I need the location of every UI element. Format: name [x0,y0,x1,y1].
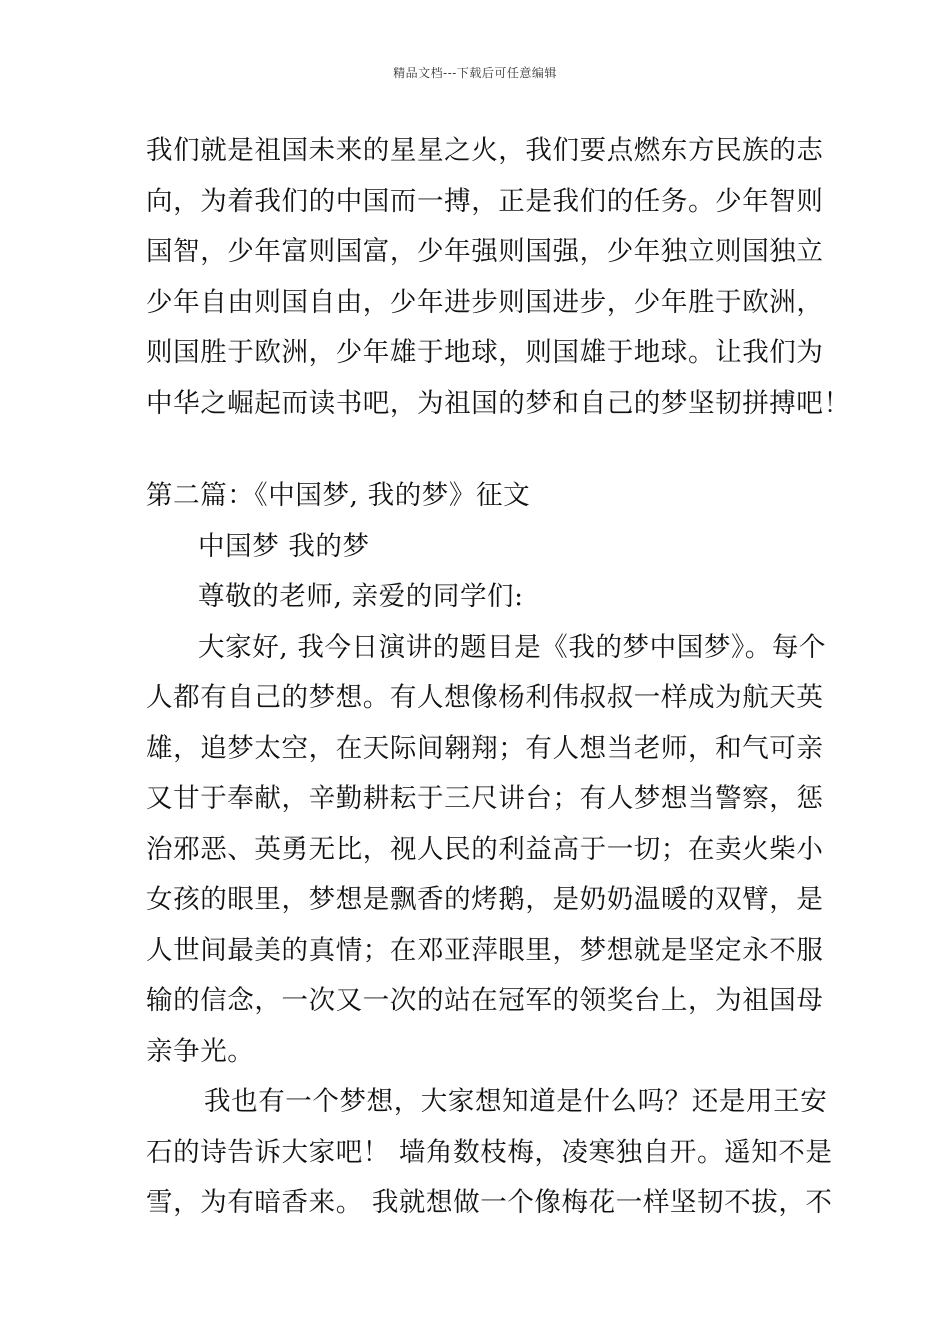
text-line: 大家好, 我今日演讲的题目是《我的梦中国梦》。每个 [198,631,827,663]
essay-subtitle: 中国梦 我的梦 [198,530,370,562]
text-line: 输的信念，一次又一次的站在冠军的领奖台上，为祖国母 [146,985,824,1016]
text-line: 女孩的眼里，梦想是飘香的烤鹅，是奶奶温暖的双臂，是 [146,884,824,915]
text-line: 向，为着我们的中国而一搏，正是我们的任务。少年智则 [146,185,824,217]
text-line: 治邪恶、英勇无比，视人民的利益高于一切；在卖火柴小 [146,833,824,865]
text-line: 又甘于奉献，辛勤耕耘于三尺讲台；有人梦想当警察，惩 [146,783,824,814]
text-line: 石的诗告诉大家吧！ 墙角数枝梅，凌寒独自开。遥知不是 [146,1136,833,1168]
section-heading: 第二篇：《中国梦, 我的梦》征文 [146,480,531,511]
text-line: 少年自由则国自由，少年进步则国进步，少年胜于欧洲， [146,286,824,318]
text-line: 亲争光。 [146,1035,255,1067]
text-line: 人世间最美的真情；在邓亚萍眼里，梦想就是坚定永不服 [146,934,824,966]
text-line: 我也有一个梦想，大家想知道是什么吗？还是用王安 [204,1086,828,1117]
text-line: 我们就是祖国未来的星星之火，我们要点燃东方民族的志 [146,135,824,166]
section1-paragraph [146,126,851,429]
text-line: 雄，追梦太空，在天际间翱翔；有人想当老师，和气可亲 [146,732,824,764]
greeting-line: 尊敬的老师, 亲爱的同学们: [198,581,524,612]
text-line: 则国胜于欧洲，少年雄于地球，则国雄于地球。让我们为 [146,337,824,368]
page-header: 精品文档---下载后可任意编辑 [393,66,557,80]
text-line: 人都有自己的梦想。有人想像杨利伟叔叔一样成为航天英 [146,682,824,713]
text-line: 国智，少年富则国富，少年强则国强，少年独立则国独立 [146,236,824,267]
text-line: 雪，为有暗香来。 我就想做一个像梅花一样坚韧不拔，不 [146,1187,833,1218]
text-line: 中华之崛起而读书吧，为祖国的梦和自己的梦坚韧拼搏吧！ [146,387,851,419]
section2 [146,471,833,1229]
